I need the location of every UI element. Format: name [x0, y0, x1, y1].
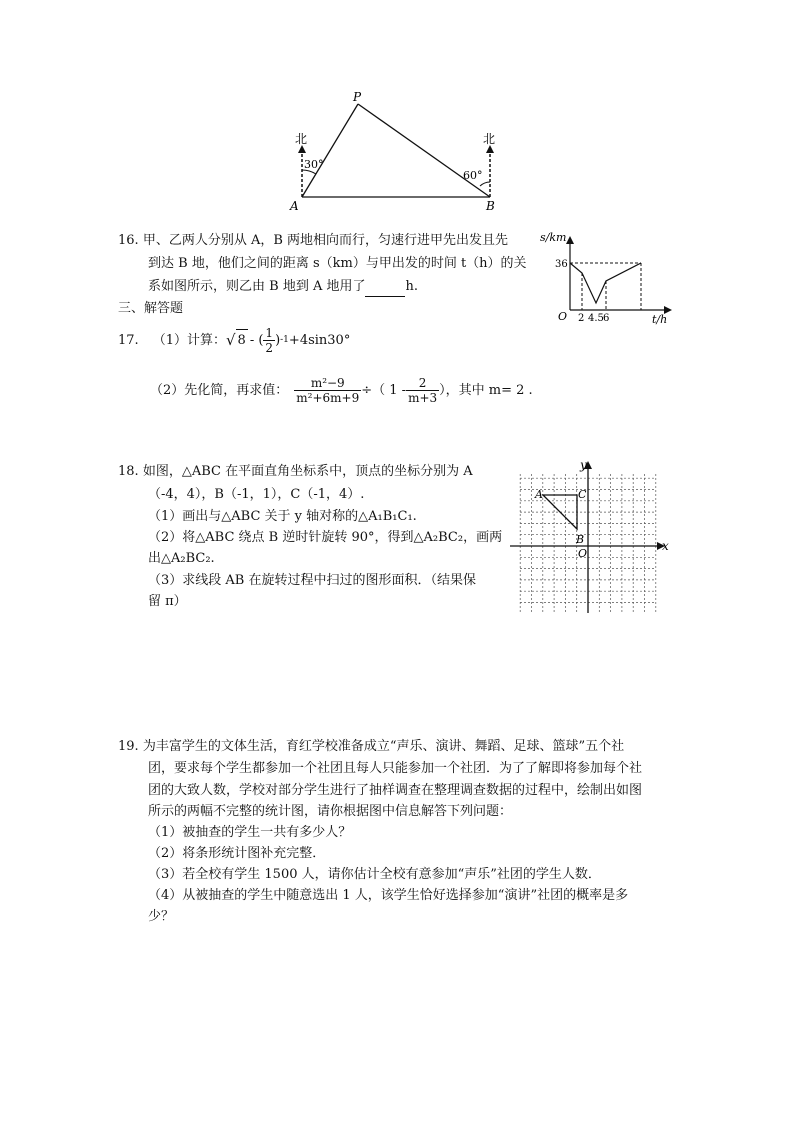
- paren-close: ): [275, 332, 281, 348]
- q17-p2-end: ），其中 m= 2 .: [439, 382, 533, 398]
- graph-origin: O: [558, 310, 568, 323]
- q16-number: 16.: [118, 233, 139, 248]
- north-label-a: 北: [295, 132, 308, 146]
- q18-line4: （2）将△ABC 绕点 B 逆时针旋转 90°，得到△A₂BC₂，画两: [148, 530, 503, 545]
- coordinate-grid: [510, 458, 675, 616]
- origin-label: O: [578, 547, 588, 560]
- q19-line5: （1）被抽查的学生一共有多少人？: [148, 825, 352, 840]
- graph-ylabel: s/km: [540, 231, 567, 244]
- q19-line8: （4）从被抽查的学生中随意选出 1 人，该学生恰好选择参加“演讲”社团的概率是多: [148, 888, 629, 903]
- fraction-denominator: m+3: [408, 390, 438, 405]
- graph-y36: 36: [555, 259, 568, 270]
- graph-xlabel: t/h: [652, 313, 668, 325]
- q19-line2: 团，要求每个学生都参加一个社团且每人只能参加一个社团．为了了解即将参加每个社: [148, 761, 643, 776]
- fraction-half: [263, 326, 275, 355]
- label-b: B: [486, 199, 495, 213]
- q18-line2: （-4，4），B（-1，1），C（-1，4）.: [148, 487, 365, 502]
- label-a: A: [290, 199, 299, 213]
- q16-line2: 到达 B 地，他们之间的距离 s（km）与甲出发的时间 t（h）的关: [148, 256, 527, 271]
- q19-line7: （3）若全校有学生 1500 人，请你估计全校有意参加“声乐”社团的学生人数．: [148, 867, 601, 882]
- q19-line6: （2）将条形统计图补充完整．: [148, 846, 326, 861]
- axis-x-label: x: [662, 539, 669, 553]
- fraction-numerator: 1: [265, 325, 274, 340]
- graph-x-tick: 6: [603, 313, 610, 324]
- graph-x-tick: 2: [578, 313, 585, 324]
- vertex-a: A: [535, 488, 543, 501]
- label-p: P: [353, 90, 362, 104]
- q18-line6: （3）求线段 AB 在旋转过程中扫过的图形面积．（结果保: [148, 573, 476, 588]
- q19-number: 19.: [118, 739, 139, 754]
- q16-unit: h.: [405, 279, 418, 294]
- q19-line4: 所示的两幅不完整的统计图，请你根据图中信息解答下列问题：: [148, 804, 513, 819]
- sqrt-symbol: √: [225, 330, 236, 349]
- fraction-denominator: m²+6m+9: [296, 390, 360, 405]
- fraction-numerator: 2: [406, 376, 439, 391]
- fraction-denominator: 2: [265, 340, 274, 355]
- fraction-numerator: m²−9: [294, 376, 361, 391]
- sqrt-radicand: 8: [236, 329, 248, 351]
- q18-line7: 留 π）: [148, 594, 187, 609]
- answer-blank: [365, 282, 405, 297]
- q17-p1-mid: - (: [249, 332, 264, 348]
- north-label-b: 北: [483, 132, 496, 146]
- q16-line3: 系如图所示，则乙由 B 地到 A 地用了: [148, 279, 366, 294]
- q17-p2-label: （2）先化简，再求值：: [150, 382, 289, 398]
- q19-line1: 为丰富学生的文体生活，育红学校准备成立“声乐、演讲、舞蹈、足球、篮球”五个社: [142, 739, 625, 754]
- exponent: -1: [280, 334, 289, 345]
- triangle-figure: [280, 90, 510, 215]
- q18-line3: （1）画出与△ABC 关于 y 轴对称的△A₁B₁C₁.: [148, 509, 417, 524]
- axis-y-label: y: [580, 458, 587, 472]
- q17-p2-mid: ÷（ 1 -: [361, 382, 407, 398]
- q17-p1-label: （1）计算：: [152, 332, 226, 348]
- graph-x-tick: 4.5: [588, 313, 604, 324]
- angle-60: 60°: [463, 169, 483, 182]
- vertex-b: B: [576, 533, 585, 546]
- fraction-expr2: [406, 376, 439, 405]
- q18-line1: 如图，△ABC 在平面直角坐标系中，顶点的坐标分别为 A: [142, 464, 473, 479]
- q16-line1: 甲、乙两人分别从 A，B 两地相向而行，匀速行进甲先出发且先: [142, 233, 509, 248]
- q18-line5: 出△A₂BC₂.: [148, 551, 215, 566]
- vertex-c: C: [578, 488, 587, 501]
- q18-number: 18.: [118, 464, 139, 479]
- fraction-expr: [294, 376, 361, 405]
- distance-time-graph: [540, 230, 680, 325]
- q19-line3: 团的大致人数，学校对部分学生进行了抽样调查在整理调查数据的过程中，绘制出如图: [148, 783, 643, 798]
- q17-number: 17.: [118, 332, 139, 348]
- q17-p1-end: +4sin30°: [288, 332, 351, 348]
- q19-line9: 少？: [148, 909, 175, 924]
- section-heading: 三、解答题: [118, 301, 184, 316]
- angle-30: 30°: [304, 158, 324, 171]
